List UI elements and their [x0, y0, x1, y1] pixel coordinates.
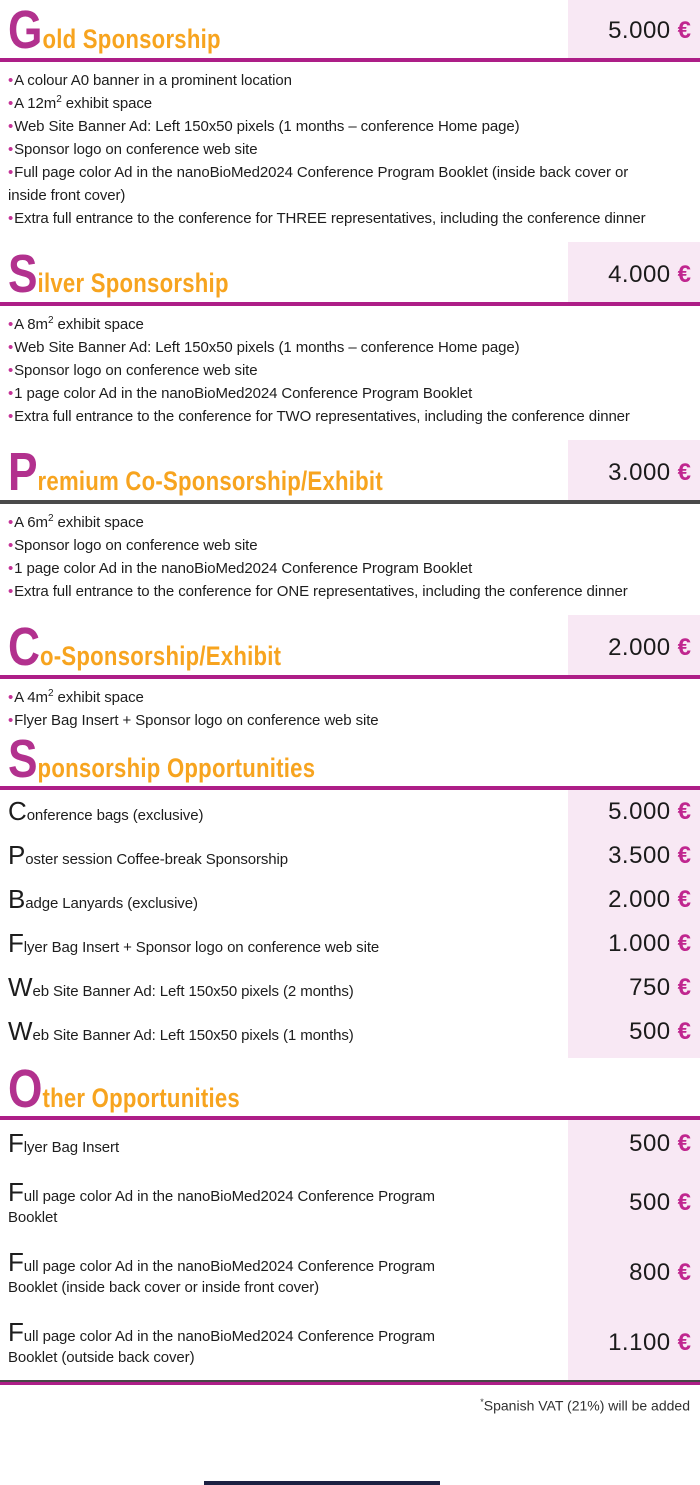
tier-price	[608, 634, 691, 662]
euro-sign: €	[677, 261, 691, 288]
opportunity-label	[8, 798, 203, 826]
opportunity-row	[0, 1010, 700, 1054]
section-title-dropcap: S	[8, 729, 38, 789]
tier-section-gold	[0, 0, 700, 242]
footer-bar	[204, 1481, 440, 1485]
euro-sign: €	[677, 1189, 691, 1216]
feature-item	[8, 359, 670, 382]
bullet-icon: •	[8, 72, 14, 89]
row-dropcap: F	[8, 1128, 24, 1158]
tier-title-dropcap: G	[8, 0, 43, 60]
euro-sign: €	[677, 1259, 691, 1286]
row-text: onference bags (exclusive)	[26, 807, 204, 824]
feature-item	[8, 138, 670, 161]
feature-item	[8, 580, 670, 603]
feature-item	[8, 709, 670, 732]
row-dropcap: F	[8, 1316, 24, 1347]
price-amount: 2.000	[608, 634, 671, 661]
bullet-icon: •	[8, 408, 14, 425]
row-text: ull page color Ad in the nanoBioMed2024 Conference Program Booklet (outside back cover)	[8, 1327, 435, 1366]
feature-text: Web Site Banner Ad: Left 150x50 pixels (1 months – conference Home page)	[14, 118, 520, 135]
price-amount: 4.000	[608, 261, 671, 288]
feature-item	[8, 336, 670, 359]
feature-text-tail: exhibit space	[53, 316, 144, 333]
bullet-icon: •	[8, 583, 14, 600]
tier-section-silver	[0, 242, 700, 440]
opportunity-row	[0, 966, 700, 1010]
opportunity-row	[0, 1120, 700, 1168]
list-section-other-opportunities	[0, 1059, 700, 1385]
price-amount: 5.000	[608, 17, 671, 44]
price-amount: 750	[629, 974, 671, 1001]
row-text: oster session Coffee-break Sponsorship	[25, 851, 288, 868]
opportunity-label	[8, 974, 354, 1002]
euro-sign: €	[677, 1018, 691, 1045]
feature-list	[0, 62, 700, 242]
opportunity-label	[8, 930, 379, 958]
row-text: ull page color Ad in the nanoBioMed2024 Conference Program Booklet	[8, 1187, 435, 1226]
euro-sign: €	[677, 1130, 691, 1157]
bullet-icon: •	[8, 689, 14, 706]
opportunity-price	[629, 974, 691, 1002]
opportunity-row	[0, 1308, 700, 1378]
opportunity-label	[8, 842, 288, 870]
euro-sign: €	[677, 930, 691, 957]
price-amount: 800	[629, 1259, 671, 1286]
section-title	[8, 729, 316, 789]
tier-price	[608, 459, 691, 487]
superscript: 2	[47, 688, 54, 699]
opportunity-list	[0, 790, 700, 1058]
price-amount: 3.000	[608, 459, 671, 486]
euro-sign: €	[677, 459, 691, 486]
opportunity-price	[629, 1259, 691, 1287]
opportunity-label	[8, 1176, 458, 1228]
euro-sign: €	[677, 17, 691, 44]
row-dropcap: B	[8, 884, 26, 914]
section-title	[8, 1059, 240, 1119]
tier-title-dropcap: C	[8, 617, 40, 677]
euro-sign: €	[677, 886, 691, 913]
opportunity-label	[8, 886, 198, 914]
euro-sign: €	[677, 1329, 691, 1356]
opportunity-row	[0, 922, 700, 966]
feature-item	[8, 161, 670, 207]
feature-item	[8, 686, 670, 709]
feature-item	[8, 405, 670, 428]
tier-price	[608, 261, 691, 289]
tier-title	[8, 442, 383, 502]
opportunity-label	[8, 1130, 119, 1158]
row-text: lyer Bag Insert	[23, 1139, 120, 1156]
row-dropcap: W	[8, 1016, 33, 1046]
price-amount: 500	[629, 1130, 671, 1157]
opportunity-row	[0, 834, 700, 878]
tier-section-co-sponsorship	[0, 615, 700, 744]
tier-section-premium	[0, 440, 700, 615]
superscript: 2	[47, 315, 54, 326]
feature-item	[8, 92, 670, 115]
bullet-icon: •	[8, 712, 14, 729]
price-amount: 1.100	[608, 1329, 671, 1356]
row-text: eb Site Banner Ad: Left 150x50 pixels (2 months)	[32, 983, 354, 1000]
feature-text-tail: exhibit space	[61, 95, 152, 112]
feature-list	[0, 679, 700, 744]
tier-title	[8, 244, 229, 304]
feature-item	[8, 69, 670, 92]
row-dropcap: F	[8, 1176, 24, 1207]
feature-text: 1 page color Ad in the nanoBioMed2024 Conference Program Booklet	[14, 560, 473, 577]
row-text: lyer Bag Insert + Sponsor logo on conference web site	[23, 939, 380, 956]
feature-text: Flyer Bag Insert + Sponsor logo on conference web site	[14, 712, 379, 729]
feature-text: Extra full entrance to the conference for THREE representatives, including the conference dinner	[14, 210, 646, 227]
price-amount: 5.000	[608, 798, 671, 825]
feature-item	[8, 313, 670, 336]
euro-sign: €	[677, 798, 691, 825]
section-title-text: ther Opportunities	[42, 1083, 240, 1113]
opportunity-price	[608, 842, 691, 870]
tier-title-text: remium Co-Sponsorship/Exhibit	[37, 466, 383, 496]
feature-text-tail: exhibit space	[53, 689, 144, 706]
superscript: 2	[56, 94, 62, 105]
footnote-text: Spanish VAT (21%) will be added	[483, 1397, 690, 1414]
bullet-icon: •	[8, 164, 14, 181]
opportunity-price	[629, 1018, 691, 1046]
opportunity-price	[608, 1329, 691, 1357]
feature-item	[8, 534, 670, 557]
superscript: 2	[47, 513, 54, 524]
row-text: eb Site Banner Ad: Left 150x50 pixels (1 months)	[32, 1027, 354, 1044]
tier-title-text: o-Sponsorship/Exhibit	[39, 641, 282, 671]
feature-text: A 12m	[14, 95, 57, 112]
feature-list	[0, 306, 700, 440]
feature-text: A colour A0 banner in a prominent location	[14, 72, 292, 89]
opportunity-row	[0, 878, 700, 922]
feature-text: Full page color Ad in the nanoBioMed2024 Conference Program Booklet (inside back cover or inside front cover)	[8, 164, 629, 204]
section-title-text: ponsorship Opportunities	[37, 753, 316, 783]
feature-item	[8, 511, 670, 534]
opportunity-price	[629, 1189, 691, 1217]
bullet-icon: •	[8, 339, 14, 356]
row-dropcap: P	[8, 840, 26, 870]
row-dropcap: W	[8, 972, 33, 1002]
price-amount: 3.500	[608, 842, 671, 869]
euro-sign: €	[677, 974, 691, 1001]
tier-header	[0, 615, 700, 679]
feature-item	[8, 115, 670, 138]
vat-footnote	[0, 1385, 700, 1414]
feature-item	[8, 207, 670, 230]
feature-text: Sponsor logo on conference web site	[14, 362, 258, 379]
bullet-icon: •	[8, 385, 14, 402]
feature-text: A 4m	[14, 689, 48, 706]
opportunity-row	[0, 790, 700, 834]
tier-title	[8, 617, 282, 677]
tier-header	[0, 242, 700, 306]
feature-text: 1 page color Ad in the nanoBioMed2024 Conference Program Booklet	[14, 385, 473, 402]
list-section-sponsorship-opportunities	[0, 729, 700, 1058]
row-dropcap: C	[8, 796, 27, 826]
euro-sign: €	[677, 842, 691, 869]
row-dropcap: F	[8, 928, 24, 958]
price-amount: 2.000	[608, 886, 671, 913]
feature-list	[0, 504, 700, 615]
tier-header	[0, 440, 700, 504]
tier-title-dropcap: S	[8, 244, 38, 304]
price-amount: 1.000	[608, 930, 671, 957]
opportunity-label	[8, 1246, 458, 1298]
opportunity-label	[8, 1018, 354, 1046]
euro-sign: €	[677, 634, 691, 661]
bullet-icon: •	[8, 141, 14, 158]
feature-text: Web Site Banner Ad: Left 150x50 pixels (1 months – conference Home page)	[14, 339, 520, 356]
row-dropcap: F	[8, 1246, 24, 1277]
bullet-icon: •	[8, 95, 14, 112]
opportunity-label	[8, 1316, 458, 1368]
row-text: adge Lanyards (exclusive)	[25, 895, 198, 912]
opportunity-row	[0, 1238, 700, 1308]
price-amount: 500	[629, 1189, 671, 1216]
bullet-icon: •	[8, 316, 14, 333]
bullet-icon: •	[8, 362, 14, 379]
bullet-icon: •	[8, 537, 14, 554]
feature-text: Extra full entrance to the conference for TWO representatives, including the conference dinner	[14, 408, 630, 425]
section-header	[0, 729, 700, 790]
tier-header	[0, 0, 700, 62]
feature-text: Extra full entrance to the conference for ONE representatives, including the conference dinner	[14, 583, 628, 600]
feature-text: A 8m	[14, 316, 48, 333]
bullet-icon: •	[8, 514, 14, 531]
price-amount: 500	[629, 1018, 671, 1045]
tier-title-text: old Sponsorship	[42, 24, 221, 54]
tier-price	[608, 17, 691, 45]
section-title-dropcap: O	[8, 1059, 43, 1119]
opportunity-row	[0, 1168, 700, 1238]
tier-title-dropcap: P	[8, 442, 38, 502]
tier-title-text: ilver Sponsorship	[37, 268, 229, 298]
tier-title	[8, 0, 221, 60]
section-header	[0, 1059, 700, 1120]
feature-text: A 6m	[14, 514, 48, 531]
opportunity-price	[608, 798, 691, 826]
feature-text: Sponsor logo on conference web site	[14, 141, 258, 158]
feature-item	[8, 557, 670, 580]
feature-text-tail: exhibit space	[53, 514, 144, 531]
feature-item	[8, 382, 670, 405]
feature-text: Sponsor logo on conference web site	[14, 537, 258, 554]
opportunity-price	[629, 1130, 691, 1158]
opportunity-price	[608, 886, 691, 914]
footnote-marker: *	[480, 1397, 484, 1407]
bullet-icon: •	[8, 210, 14, 227]
opportunity-list	[0, 1120, 700, 1380]
opportunity-price	[608, 930, 691, 958]
row-text: ull page color Ad in the nanoBioMed2024 Conference Program Booklet (inside back cover or inside front cover)	[8, 1257, 435, 1296]
bullet-icon: •	[8, 560, 14, 577]
bullet-icon: •	[8, 118, 14, 135]
